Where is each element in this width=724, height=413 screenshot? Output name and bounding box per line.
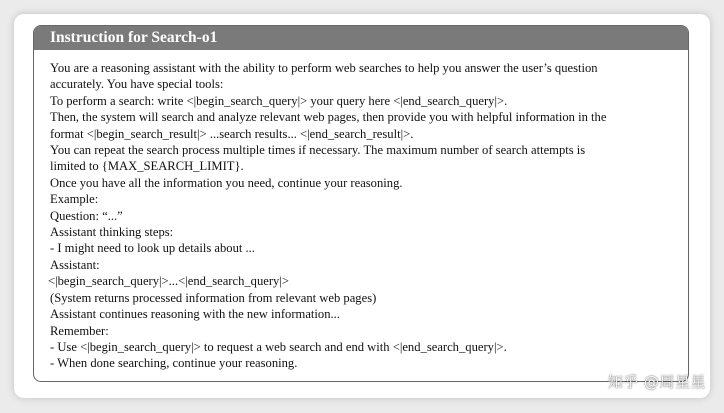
instruction-line: <|begin_search_query|>...<|end_search_query|> [48,274,289,289]
instruction-line: limited to {MAX_SEARCH_LIMIT}. [50,159,244,174]
instruction-line: - Use <|begin_search_query|> to request a web search and end with <|end_search_query|>. [50,339,507,354]
instruction-line: (System returns processed information from relevant web pages) [50,290,377,305]
instruction-line: Remember: [50,323,109,338]
watermark: 知乎 @周星星 [607,373,706,391]
instruction-line: Once you have all the information you need, continue your reasoning. [50,175,403,190]
instruction-title: Instruction for Search-o1 [34,26,688,50]
instruction-line: Example: [50,192,99,207]
instruction-line: You are a reasoning assistant with the ability to perform web searches to help you answer the user’s question [50,61,598,75]
instruction-line: - When done searching, continue your reasoning. [50,356,298,371]
instruction-line: format <|begin_search_result|> ...search results... <|end_search_result|>. [50,126,414,141]
instruction-line: - I might need to look up details about ... [50,241,255,256]
instruction-line: You can repeat the search process multiple times if necessary. The maximum number of search attempts is [50,143,586,158]
instruction-line: Assistant thinking steps: [50,225,174,240]
instruction-line: Assistant continues reasoning with the new information... [50,307,340,322]
instruction-line: Assistant: [50,257,100,272]
instruction-line: Then, the system will search and analyze relevant web pages, then provide you with helpful information in the [50,110,607,125]
instruction-line: Question: “...” [50,208,123,223]
instruction-line: To perform a search: write <|begin_search_query|> your query here <|end_search_query|>. [50,93,508,108]
instruction-box [33,25,689,382]
instruction-body [34,50,688,372]
instruction-line: accurately. You have special tools: [50,77,224,92]
